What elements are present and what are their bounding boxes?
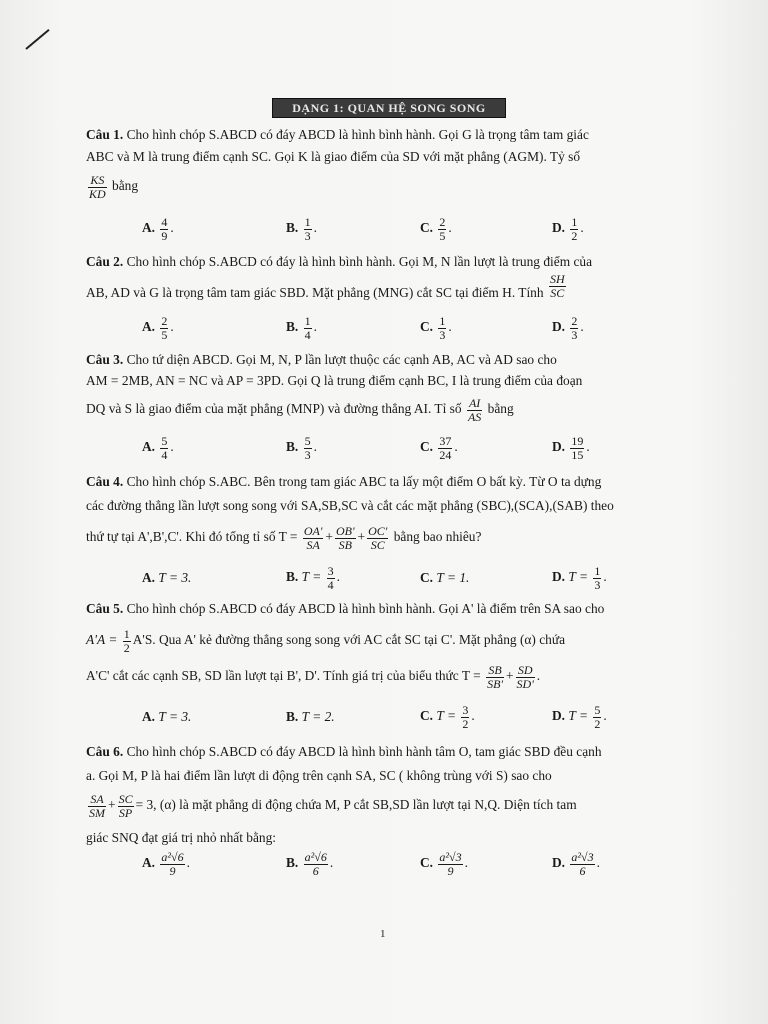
option-a[interactable]: A. $\frac{4}{9}$ . [142, 215, 174, 243]
question-text-line: Cho tứ diện ABCD. Gọi M, N, P lần lượt thuộc các cạnh AB, AC và AD sao cho [126, 352, 557, 367]
ratio-fraction: $\frac{SD}{SD'}$ [516, 663, 534, 691]
answer-options [86, 216, 692, 250]
question-text-tail: bằng bao nhiêu? [393, 529, 482, 545]
answer-options [86, 435, 692, 469]
question-text-line: A'S. Qua A' kẻ đường thẳng song song với AC cắt SC tại C'. Mặt phẳng (α) chứa [132, 632, 566, 648]
ratio-fraction: $\frac{1}{2}$ [123, 627, 130, 655]
question-text-line: Cho hình chóp S.ABCD có đáy ABCD là hình bình hành tâm O, tam giác SBD đều cạnh [126, 744, 602, 759]
option-a[interactable]: A. T = 3. [142, 570, 192, 585]
ratio-fraction: $\frac{SH}{SC}$ [549, 272, 565, 300]
question-number: Câu 6. [86, 744, 124, 759]
option-b[interactable]: B. $\frac{1}{3}$ . [286, 215, 317, 243]
answer-options [86, 851, 692, 885]
question-number: Câu 2. [86, 254, 124, 269]
answer-options [86, 565, 692, 599]
option-c[interactable]: C. T = 1. [420, 570, 470, 585]
option-b[interactable]: B. T = $\frac{3}{4}$ . [286, 564, 340, 592]
question-number: Câu 5. [86, 601, 124, 616]
option-b[interactable]: B. $\frac{\text{a²√6}}{6}$ . [286, 850, 334, 878]
question-number: Câu 3. [86, 352, 124, 367]
question-text-line: thứ tự tại A',B',C'. Khi đó tổng tỉ số T = [86, 529, 298, 545]
option-c[interactable]: C. $\frac{1}{3}$ . [420, 314, 452, 342]
option-c[interactable]: C. $\frac{\text{a²√3}}{9}$ . [420, 850, 468, 878]
option-c[interactable]: C. $\frac{37}{24}$ . [420, 434, 458, 462]
question-text-line: A'C' cắt các cạnh SB, SD lần lượt tại B', D'. Tính giá trị của biểu thức T = [86, 668, 481, 684]
question-text-line: giác SNQ đạt giá trị nhỏ nhất bằng: [86, 830, 277, 845]
option-a[interactable]: A. $\frac{5}{4}$ . [142, 434, 174, 462]
ratio-fraction: $\frac{AI}{AS}$ [467, 396, 482, 424]
option-b[interactable]: B. $\frac{5}{3}$ . [286, 434, 317, 462]
option-b[interactable]: B. T = 2. [286, 709, 335, 724]
option-b[interactable]: B. $\frac{1}{4}$ . [286, 314, 317, 342]
option-a[interactable]: A. T = 3. [142, 709, 192, 724]
question-number: Câu 1. [86, 127, 124, 142]
ratio-fraction: $\frac{SA}{SM}$ [89, 792, 105, 820]
ratio-fraction: $\frac{OC'}{SC}$ [368, 524, 388, 552]
ratio-fraction: $\frac{OA'}{SA}$ [303, 524, 323, 552]
option-c[interactable]: C. T = $\frac{3}{2}$ . [420, 703, 475, 731]
question-text-line: Cho hình chóp S.ABCD có đáy là hình bình hành. Gọi M, N lần lượt là trung điểm của [126, 254, 593, 269]
option-d[interactable]: D. $\frac{2}{3}$ . [552, 314, 584, 342]
pen-mark [26, 48, 56, 50]
question-text-line: = 3, (α) là mặt phẳng di động chứa M, P cắt SB,SD lần lượt tại N,Q. Diện tích tam [135, 797, 577, 813]
question-text-line: DQ và S là giao điểm của mặt phẳng (MNP) và đường thẳng AI. Tỉ số [86, 401, 462, 417]
question-text-line: Cho hình chóp S.ABCD có đáy ABCD là hình bình hành. Gọi G là trọng tâm tam giác [126, 127, 589, 142]
option-d[interactable]: D. $\frac{19}{15}$ . [552, 434, 590, 462]
option-c[interactable]: C. $\frac{2}{5}$ . [420, 215, 452, 243]
option-d[interactable]: D. $\frac{1}{2}$ . [552, 215, 584, 243]
question-number: Câu 4. [86, 474, 124, 489]
answer-options [86, 704, 692, 738]
question-text-line: a. Gọi M, P là hai điểm lần lượt di động trên cạnh SA, SC ( không trùng với S) sao cho [86, 768, 552, 783]
ratio-fraction: $\frac{SB}{SB'}$ [487, 663, 503, 691]
ratio-fraction: $\frac{KS}{KD}$ [89, 173, 106, 201]
option-d[interactable]: D. T = $\frac{5}{2}$ . [552, 703, 607, 731]
question-text-tail: bằng [487, 401, 514, 417]
document-page: DẠNG 1: QUAN HỆ SONG SONG Câu 1. Cho hình chóp S.ABCD có đáy ABCD là hình bình hành. Gọi G là trọng tâm tam giác ABC và M là trung điểm cạnh SC. Gọi K là giao điểm của SD với mặt phẳng (AGM). Tỷ số $\frac{KS}{KD}$ bằng A. $\frac{4}{9}$ . B. $\frac{1}{3}$ . C. $\frac{2}{5}$ . D. $\frac{1}{2}$ . Câu 2. Cho hình chóp S.ABCD có đáy là hình bình hành. Gọi M, N lần lượt là trung điểm của AB, AD và G là trọng tâm tam giác SBD. Mặt phẳng (MNG) cắt SC tại điểm H. Tính $\frac{SH}{SC}$ A. $\frac{2}{5}$ . B. $\frac{1}{4}$ . C. $\frac{1}{3}$ . D. $\frac{2}{3}$ . Câu 3. Cho tứ diện ABCD. Gọi M, N, P lần lượt thuộc các cạnh AB, AC và AD sao cho AM = 2MB, AN = NC và AP = 3PD. Gọi Q là trung điểm cạnh BC, I là trung điểm của đoạn DQ và S là giao điểm của mặt phẳng (MNP) và đường thẳng AI. Tỉ số $\frac{AI}{AS}$ bằng A. $\frac{5}{4}$ . B. $\frac{5}{3}$ . C. $\frac{37}{24}$ . D. $\frac{19}{15}$ . Câu 4. Cho hình chóp S.ABC. Bên trong tam giác ABC ta lấy một điểm O bất kỳ. Từ O ta dựng các đường thẳng lần lượt song song với SA,SB,SC và cắt các mặt phẳng (SBC),(SCA),(SAB) theo thứ tự tại A',B',C'. Khi đó tổng tỉ số T = $\frac{OA'}{SA}$ + $\frac{OB'}{SB}$ + $\frac{OC'}{SC}$ bằng bao nhiêu? A. T = 3. B. T = $\frac{3}{4}$ . C. T = 1. D. T = $\frac{1}{3}$ . Câu 5. Cho hình chóp S.ABCD có đáy ABCD là hình bình hành. Gọi A' là điểm trên SA sao cho A'A = $\frac{1}{2}$ A'S. Qua A' kẻ đường thẳng song song với AC cắt SC tại C'. Mặt phẳng (α) chứa A'C' cắt các cạnh SB, SD lần lượt tại B', D'. Tính giá trị của biểu thức T = $\frac{SB}{SB'}$ + $\frac{SD}{SD'}$ . A. T = 3. B. T = 2. C. T = $\frac{3}{2}$ . D. T = $\frac{5}{2}$ . Câu 6. Cho hình chóp S.ABCD có đáy ABCD là hình bình hành tâm O, tam giác SBD đều cạnh a. Gọi M, P là hai điểm lần lượt di động trên cạnh SA, SC ( không trùng với S) sao cho $\frac{SA}{SM}$ + $\frac{SC}{SP}$ = 3, (α) là mặt phẳng di động chứa M, P cắt SB,SD lần lượt tại N,Q. Diện tích tam giác SNQ đạt giá trị nhỏ nhất bằng: A. $\frac{\text{a²√6}}{9}$ . B. $\frac{\text{a²√6}}{6}$ . C. $\frac{\text{a²√3}}{9}$ . D. $\frac{\text{a²√3}}{6}$ . 1 [0, 0, 768, 1024]
question-text-line: Cho hình chóp S.ABCD có đáy ABCD là hình bình hành. Gọi A' là điểm trên SA sao cho [126, 601, 605, 616]
question-text-line: ABC và M là trung điểm cạnh SC. Gọi K là giao điểm của SD với mặt phẳng (AGM). Tỷ số [86, 149, 581, 164]
question-text-line: AM = 2MB, AN = NC và AP = 3PD. Gọi Q là trung điểm cạnh BC, I là trung điểm của đoạn [86, 373, 583, 388]
ratio-fraction: $\frac{OB'}{SB}$ [335, 524, 355, 552]
question-text-line: Cho hình chóp S.ABC. Bên trong tam giác ABC ta lấy một điểm O bất kỳ. Từ O ta dựng [126, 474, 602, 489]
ratio-fraction: $\frac{SC}{SP}$ [118, 792, 133, 820]
option-d[interactable]: D. T = $\frac{1}{3}$ . [552, 564, 607, 592]
option-a[interactable]: A. $\frac{\text{a²√6}}{9}$ . [142, 850, 190, 878]
question-text-line: A'A = [86, 632, 118, 648]
section-heading: DẠNG 1: QUAN HỆ SONG SONG [272, 98, 506, 118]
question-text-tail: bằng [112, 178, 139, 194]
answer-options [86, 315, 692, 349]
page-number: 1 [380, 928, 386, 940]
option-a[interactable]: A. $\frac{2}{5}$ . [142, 314, 174, 342]
question-text-line: AB, AD và G là trọng tâm tam giác SBD. Mặt phẳng (MNG) cắt SC tại điểm H. Tính [86, 285, 544, 301]
option-d[interactable]: D. $\frac{\text{a²√3}}{6}$ . [552, 850, 600, 878]
question-text-line: các đường thẳng lần lượt song song với SA,SB,SC và cắt các mặt phẳng (SBC),(SCA),(SAB) theo [86, 498, 614, 513]
